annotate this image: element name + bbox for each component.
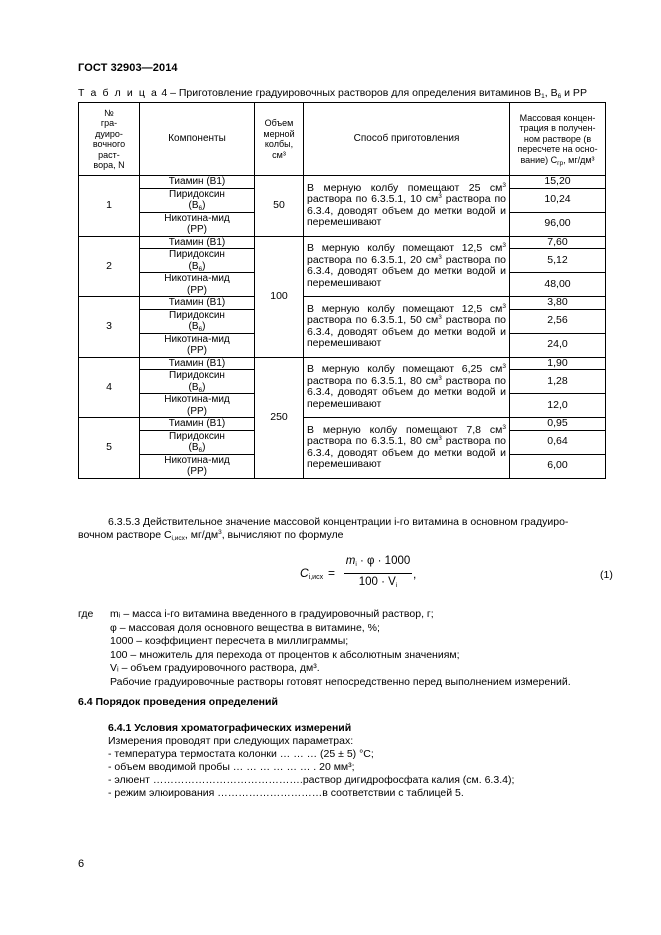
table-row xyxy=(79,297,606,310)
condition-item: - элюент …………………………………….раствор дигидрофосфата калия (см. 6.3.4); xyxy=(108,774,515,786)
paragraph-6-3-5-3-line1: 6.3.5.3 Действительное значение массовой концентрации i-го витамина в основном градуиро- xyxy=(108,516,569,528)
condition-item: - режим элюирования …………………………в соответствии с таблицей 5. xyxy=(108,787,464,799)
component-cell: Тиамин (В1) xyxy=(140,236,255,249)
header-mass-concentration: Массовая концен- трация в получен- ном растворе (в пересчете на осно- вание) $C_{гр}$, мг/дм³ xyxy=(510,103,606,176)
component-cell: Никотина-мид (РР) xyxy=(140,333,255,357)
where-item: mᵢ – масса i-го витамина введенного в градуировочный раствор, г; xyxy=(110,608,434,620)
preparation-method-cell: В мерную колбу помещают 25 $см^3$ раствора по 6.3.5.1, 10 $см^3$ раствора по 6.3.4, доводят объем до метки водой и перемешивают xyxy=(304,176,510,237)
where-item: Vᵢ – объем градуировочного раствора, дм³. xyxy=(110,662,320,674)
table-caption: Т а б л и ц а 4 – Приготовление градуировочных растворов для определения витаминов $В_1$, $В_6$ и РР xyxy=(78,87,587,100)
conditions-list: Измерения проводят при следующих параметрах: - температура термостата колонки … … … (25 ± 5) °С; - объем вводимой пробы … … … … … … . 20 мм³; - элюент …………………………………….раствор дигидрофосфата калия (см. 6.3.4); - режим элюирования …………………………в соответствии с таблицей 5. xyxy=(108,735,515,799)
mass-concentration-cell: 0,64 xyxy=(510,430,606,454)
page-number: 6 xyxy=(78,858,85,870)
component-cell: Пиридоксин $(В_6)$ xyxy=(140,370,255,394)
mass-concentration-cell: 10,24 xyxy=(510,188,606,212)
where-item: 1000 – коэффициент пересчета в миллиграммы; xyxy=(110,635,349,647)
mass-concentration-cell: 96,00 xyxy=(510,212,606,236)
formula-number: (1) xyxy=(600,569,613,581)
mass-concentration-cell: 7,60 xyxy=(510,236,606,249)
solution-number-cell: 4 xyxy=(79,357,140,418)
table-row xyxy=(79,418,606,431)
formula-numerator: $m_i \cdot \varphi \cdot 1000$ xyxy=(345,555,411,568)
preparation-method-cell: В мерную колбу помещают 7,8 $см^3$ раствора по 6.3.5.1, 80 $см^3$ раствора по 6.3.4, доводят объем до метки водой и перемешивают xyxy=(304,418,510,479)
where-label: где xyxy=(78,608,94,620)
mass-concentration-cell: 48,00 xyxy=(510,273,606,297)
solution-number-cell: 5 xyxy=(79,418,140,479)
component-cell: Тиамин (В1) xyxy=(140,418,255,431)
mass-concentration-cell: 3,80 xyxy=(510,297,606,310)
component-cell: Тиамин (В1) xyxy=(140,176,255,189)
component-cell: Никотина-мид (РР) xyxy=(140,454,255,478)
component-cell: Тиамин (В1) xyxy=(140,297,255,310)
table-row xyxy=(79,176,606,189)
header-components: Компоненты xyxy=(140,103,255,176)
condition-item: - объем вводимой пробы … … … … … … . 20 мм³; xyxy=(108,761,355,773)
formula-equals: = xyxy=(328,566,336,580)
mass-concentration-cell: 12,0 xyxy=(510,394,606,418)
where-note: Рабочие градуировочные растворы готовят непосредственно перед выполнением измерений. xyxy=(110,675,571,688)
condition-item: - температура термостата колонки … … … (25 ± 5) °С; xyxy=(108,748,374,760)
flask-volume-cell: 100 xyxy=(255,236,304,357)
fraction-bar xyxy=(344,573,412,574)
mass-concentration-cell: 2,56 xyxy=(510,309,606,333)
preparation-method-cell: В мерную колбу помещают 6,25 $см^3$ раствора по 6.3.5.1, 80 $см^3$ раствора по 6.3.4, доводят объем до метки водой и перемешивают xyxy=(304,357,510,418)
component-cell: Тиамин (В1) xyxy=(140,357,255,370)
component-cell: Пиридоксин $(В_6)$ xyxy=(140,430,255,454)
mass-concentration-cell: 1,28 xyxy=(510,370,606,394)
mass-concentration-cell: 6,00 xyxy=(510,454,606,478)
mass-concentration-cell: 5,12 xyxy=(510,249,606,273)
section-6-4-heading: 6.4 Порядок проведения определений xyxy=(78,696,278,708)
solution-number-cell: 2 xyxy=(79,236,140,297)
header-flask-volume: Объем мерной колбы, см³ xyxy=(255,103,304,176)
solution-number-cell: 1 xyxy=(79,176,140,237)
header-preparation-method: Способ приготовления xyxy=(304,103,510,176)
paragraph-6-3-5-3-line2: вочном растворе $C_{i,исх}$, $мг/дм^3$, вычисляют по формуле xyxy=(78,529,344,542)
mass-concentration-cell: 1,90 xyxy=(510,357,606,370)
table-row xyxy=(79,357,606,370)
mass-concentration-cell: 15,20 xyxy=(510,176,606,189)
component-cell: Никотина-мид (РР) xyxy=(140,273,255,297)
section-6-4-1-heading: 6.4.1 Условия хроматографических измерений xyxy=(108,722,352,734)
table-header-row xyxy=(79,103,606,176)
mass-concentration-cell: 0,95 xyxy=(510,418,606,431)
where-list xyxy=(110,608,571,689)
preparation-method-cell: В мерную колбу помещают 12,5 $см^3$ раствора по 6.3.5.1, 50 $см^3$ раствора по 6.3.4, доводят объем до метки водой и перемешивают xyxy=(304,297,510,358)
header-solution-number: № гра- дуиро- вочного раст- вора, N xyxy=(79,103,140,176)
formula-lhs: $C_{i,исх}$ xyxy=(300,566,324,581)
where-item: 100 – множитель для перехода от процентов к абсолютным значениям; xyxy=(110,648,460,661)
component-cell: Пиридоксин $(В_6)$ xyxy=(140,188,255,212)
component-cell: Никотина-мид (РР) xyxy=(140,212,255,236)
solution-number-cell: 3 xyxy=(79,297,140,358)
component-cell: Пиридоксин $(В_6)$ xyxy=(140,309,255,333)
preparation-method-cell: В мерную колбу помещают 12,5 $см^3$ раствора по 6.3.5.1, 20 $см^3$ раствора по 6.3.4, доводят объем до метки водой и перемешивают xyxy=(304,236,510,297)
component-cell: Никотина-мид (РР) xyxy=(140,394,255,418)
table-row xyxy=(79,236,606,249)
document-header: ГОСТ 32903—2014 xyxy=(78,62,178,74)
where-item: φ – массовая доля основного вещества в витамине, %; xyxy=(110,621,380,634)
formula-1: $C_{i,исх}$ = $m_i \cdot \varphi \cdot 1000$ $100 \cdot V_i$ , (1) xyxy=(300,555,613,589)
formula-denominator: $100 \cdot V_i$ xyxy=(358,576,398,589)
calibration-table xyxy=(78,102,606,479)
flask-volume-cell: 250 xyxy=(255,357,304,478)
mass-concentration-cell: 24,0 xyxy=(510,333,606,357)
component-cell: Пиридоксин $(В_6)$ xyxy=(140,249,255,273)
flask-volume-cell: 50 xyxy=(255,176,304,237)
